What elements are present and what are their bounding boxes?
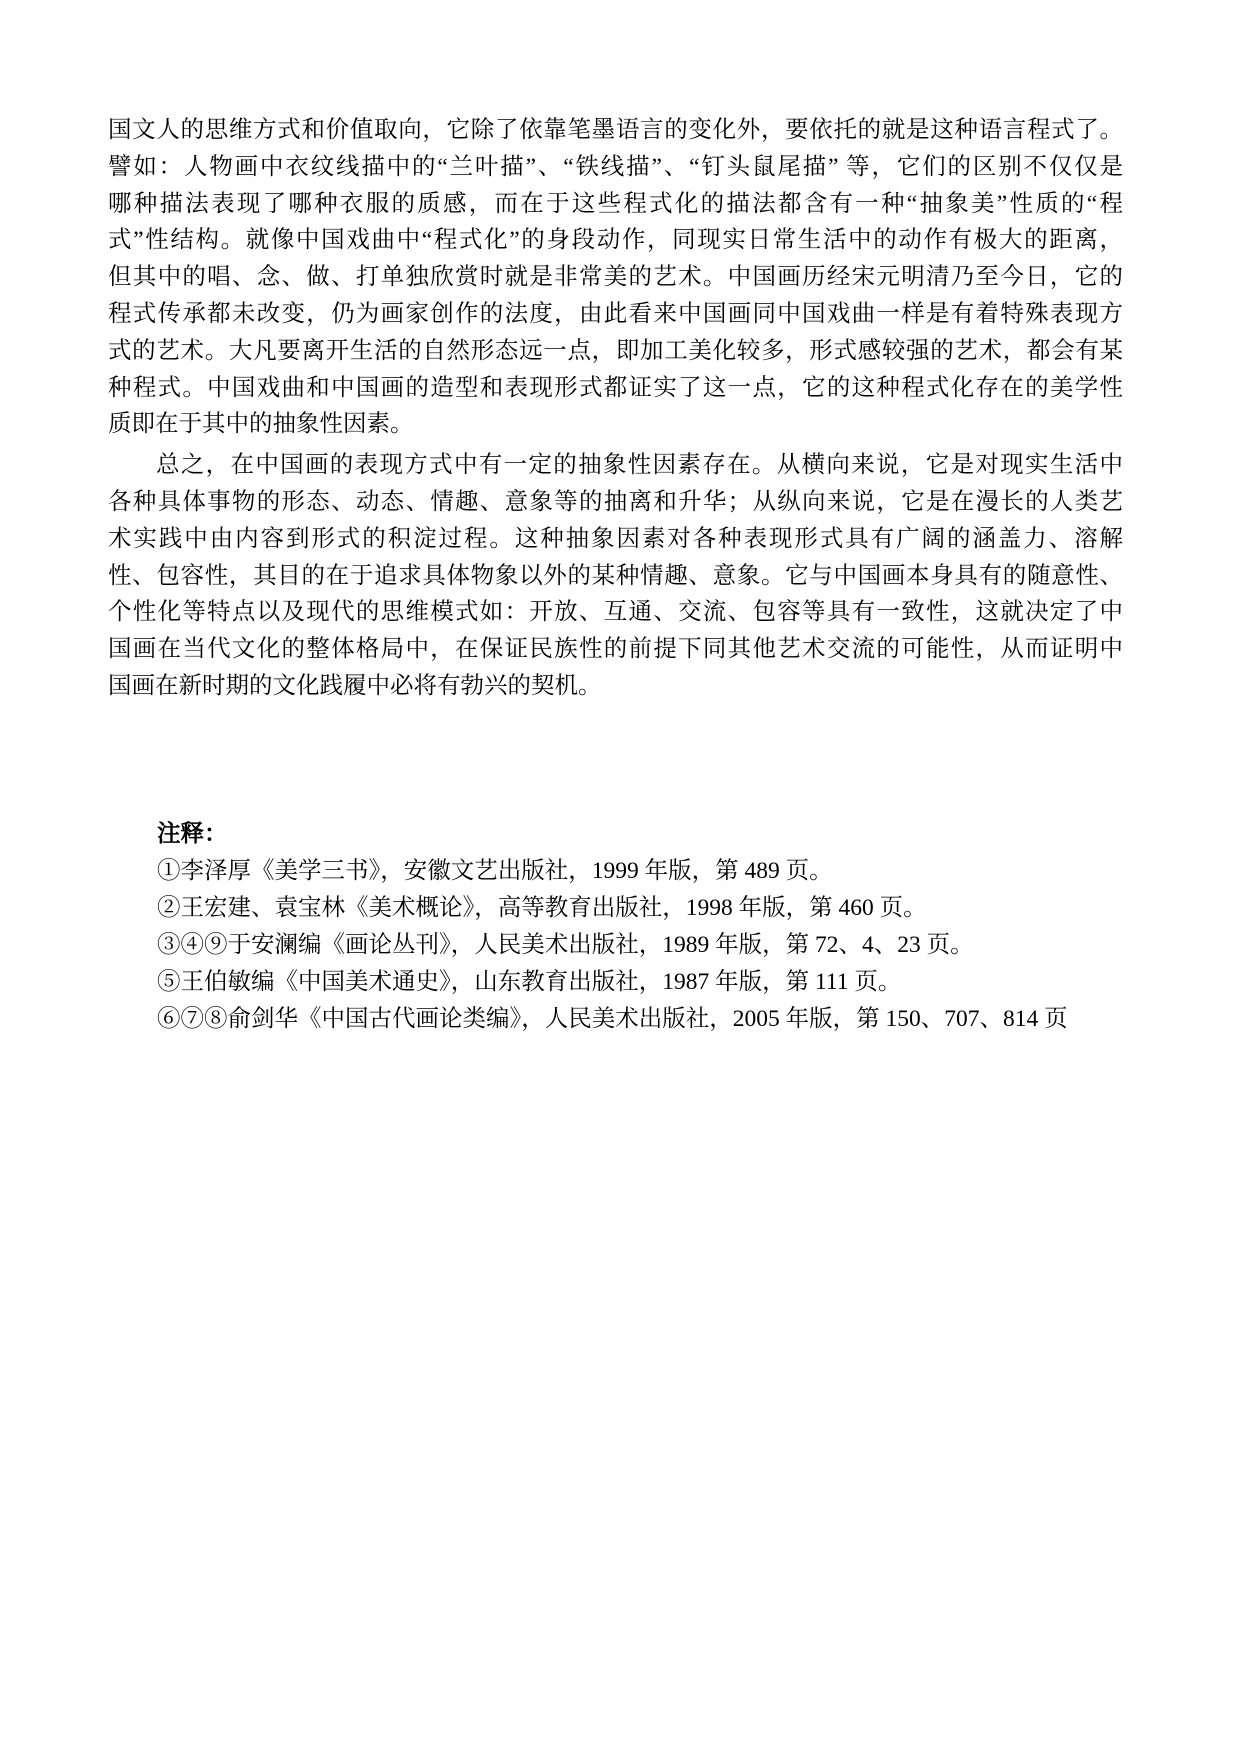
body-line: 个性化等特点以及现代的思维模式如：开放、互通、交流、包容等具有一致性，这就决定了中 xyxy=(108,599,1123,626)
body-line: 各种具体事物的形态、动态、情趣、意象等的抽离和升华；从纵向来说，它是在漫长的人类艺 xyxy=(108,488,1123,515)
body-line: 式”性结构。就像中国戏曲中“程式化”的身段动作，同现实日常生活中的动作有极大的距离， xyxy=(108,227,1123,254)
body-line: 国画在新时期的文化践履中必将有勃兴的契机。 xyxy=(108,672,602,699)
footnote-item: ⑤王伯敏编《中国美术通史》，山东教育出版社，1987 年版，第 111 页。 xyxy=(157,969,902,995)
footnotes-section xyxy=(157,816,1157,1038)
body-text xyxy=(108,112,1123,705)
body-line: 但其中的唱、念、做、打单独欣赏时就是非常美的艺术。中国画历经宋元明清乃至今日，它的 xyxy=(108,264,1123,291)
footnote-item: ②王宏建、袁宝林《美术概论》，高等教育出版社，1998 年版，第 460 页。 xyxy=(157,895,927,921)
body-line: 譬如：人物画中衣纹线描中的“兰叶描”、“铁线描”、“钉头鼠尾描” 等，它们的区别不仅仅是 xyxy=(108,153,1123,180)
body-line: 式的艺术。大凡要离开生活的自然形态远一点，即加工美化较多，形式感较强的艺术，都会有某 xyxy=(108,337,1123,364)
footnote-item: ⑥⑦⑧俞剑华《中国古代画论类编》，人民美术出版社，2005 年版，第 150、707、814 页 xyxy=(157,1006,1068,1032)
body-paragraph xyxy=(108,447,1123,705)
body-line: 哪种描法表现了哪种衣服的质感，而在于这些程式化的描法都含有一种“抽象美”性质的“程 xyxy=(108,190,1123,217)
footnote-item: ③④⑨于安澜编《画论丛刊》，人民美术出版社，1989 年版，第 72、4、23 页。 xyxy=(157,932,974,958)
body-line: 术实践中由内容到形式的积淀过程。这种抽象因素对各种表现形式具有广阔的涵盖力、溶解 xyxy=(108,525,1123,552)
body-line: 国画在当代文化的整体格局中，在保证民族性的前提下同其他艺术交流的可能性，从而证明中 xyxy=(108,636,1123,663)
body-line: 国文人的思维方式和价值取向，它除了依靠笔墨语言的变化外，要依托的就是这种语言程式了。 xyxy=(108,117,1123,143)
footnote-item: ①李泽厚《美学三书》，安徽文艺出版社，1999 年版，第 489 页。 xyxy=(157,858,833,884)
footnotes-heading: 注释： xyxy=(157,821,228,847)
body-line: 性、包容性，其目的在于追求具体物象以外的某种情趣、意象。它与中国画本身具有的随意性、 xyxy=(108,562,1123,589)
body-line: 总之，在中国画的表现方式中有一定的抽象性因素存在。从横向来说，它是对现实生活中 xyxy=(156,452,1123,479)
body-line: 种程式。中国戏曲和中国画的造型和表现形式都证实了这一点，它的这种程式化存在的美学性 xyxy=(108,374,1123,401)
body-paragraph xyxy=(108,112,1123,443)
body-line: 程式传承都未改变，仍为画家创作的法度，由此看来中国画同中国戏曲一样是有着特殊表现方 xyxy=(108,300,1123,327)
body-line: 质即在于其中的抽象性因素。 xyxy=(108,411,414,438)
